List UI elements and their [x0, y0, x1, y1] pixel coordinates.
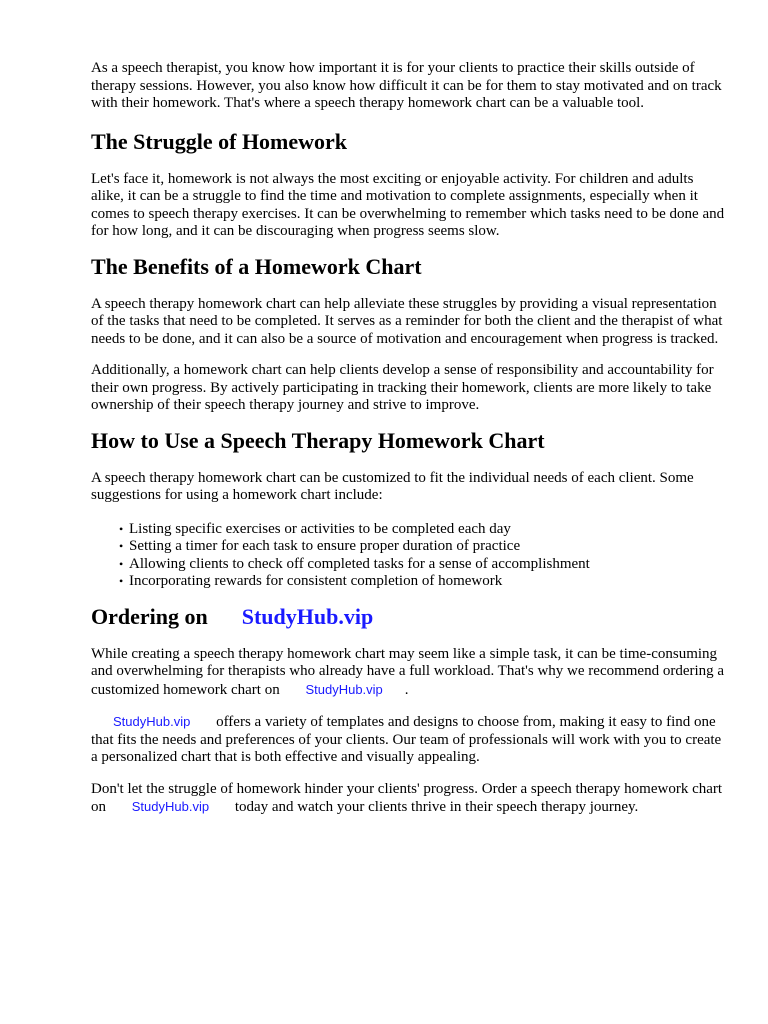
heading-how-to-use: How to Use a Speech Therapy Homework Chart — [91, 427, 545, 453]
studyhub-link[interactable]: StudyHub.vip — [131, 799, 210, 814]
studyhub-heading-link[interactable]: StudyHub.vip — [241, 603, 374, 629]
struggle-paragraph: Let's face it, homework is not always the most exciting or enjoyable activity. For children and adults alike, it can be a struggle to find the time and motivation to complete assignments, especially when it comes to speech therapy exercises. It can be overwhelming to remember which tasks need to be done and for how long, and it can be discouraging when progress seems slow. — [91, 170, 725, 239]
bullet-icon: • — [119, 574, 124, 588]
ordering-p3-end: today and watch your clients thrive in their speech therapy journey. — [234, 799, 639, 815]
list-item — [119, 573, 725, 591]
bullet-icon: • — [119, 556, 124, 571]
ordering-p2-text: offers a variety of templates and designs to choose from, making it easy to find one that fits the needs and preferences of your clients. Our team of professionals will work with you to create a personalized chart that is both effective and visually appealing. — [91, 714, 722, 765]
list-item-text: Listing specific exercises or activities to be completed each day — [129, 520, 511, 537]
heading-struggle: The Struggle of Homework — [91, 128, 348, 154]
bullet-icon: • — [119, 521, 124, 536]
studyhub-link[interactable]: StudyHub.vip — [113, 714, 191, 729]
heading-benefits: The Benefits of a Homework Chart — [91, 253, 422, 279]
ordering-p1-text: While creating a speech therapy homework chart may seem like a simple task, it can be time-consuming and overwhelming for therapists who already have a full workload. That's why we recommend ordering a customized homework chart on — [91, 645, 725, 698]
suggestions-list — [91, 521, 725, 591]
ordering-paragraph-3 — [91, 781, 725, 817]
heading-ordering — [91, 604, 725, 630]
list-item — [119, 538, 725, 556]
list-item — [119, 556, 725, 574]
list-item-text: Setting a timer for each task to ensure proper duration of practice — [129, 538, 521, 554]
ordering-p1-end: . — [404, 681, 409, 698]
ordering-paragraph-1 — [91, 646, 725, 700]
document-page — [91, 60, 725, 817]
benefits-paragraph-1: A speech therapy homework chart can help alleviate these struggles by providing a visual representation of the tasks that need to be completed. It serves as a reminder for both the client and the therapist of what needs to be done, and it can also be a source of motivation and encouragement when progress is tracked. — [91, 295, 723, 347]
heading-ordering-prefix: Ordering on — [91, 603, 208, 629]
intro-paragraph: As a speech therapist, you know how important it is for your clients to practice their skills outside of therapy sessions. However, you also know how difficult it can be for them to stay motivated and on track with their homework. That's where a speech therapy homework chart can be a valuable tool. — [91, 60, 722, 111]
ordering-p3-text: Don't let the struggle of homework hinder your clients' progress. Order a speech therapy homework chart on — [91, 780, 723, 815]
studyhub-link[interactable]: StudyHub.vip — [305, 681, 383, 697]
list-item — [119, 521, 725, 539]
ordering-paragraph-2 — [91, 713, 725, 767]
bullet-icon: • — [119, 539, 124, 553]
benefits-paragraph-2: Additionally, a homework chart can help clients develop a sense of responsibility and accountability for their own progress. By actively participating in tracking their homework, clients are more likely to take ownership of their speech therapy journey and strive to improve. — [91, 362, 714, 413]
list-item-text: Incorporating rewards for consistent completion of homework — [129, 573, 503, 589]
list-item-text: Allowing clients to check off completed tasks for a sense of accomplishment — [129, 555, 590, 572]
how-to-use-paragraph: A speech therapy homework chart can be customized to fit the individual needs of each client. Some suggestions for using a homework chart include: — [91, 469, 694, 503]
